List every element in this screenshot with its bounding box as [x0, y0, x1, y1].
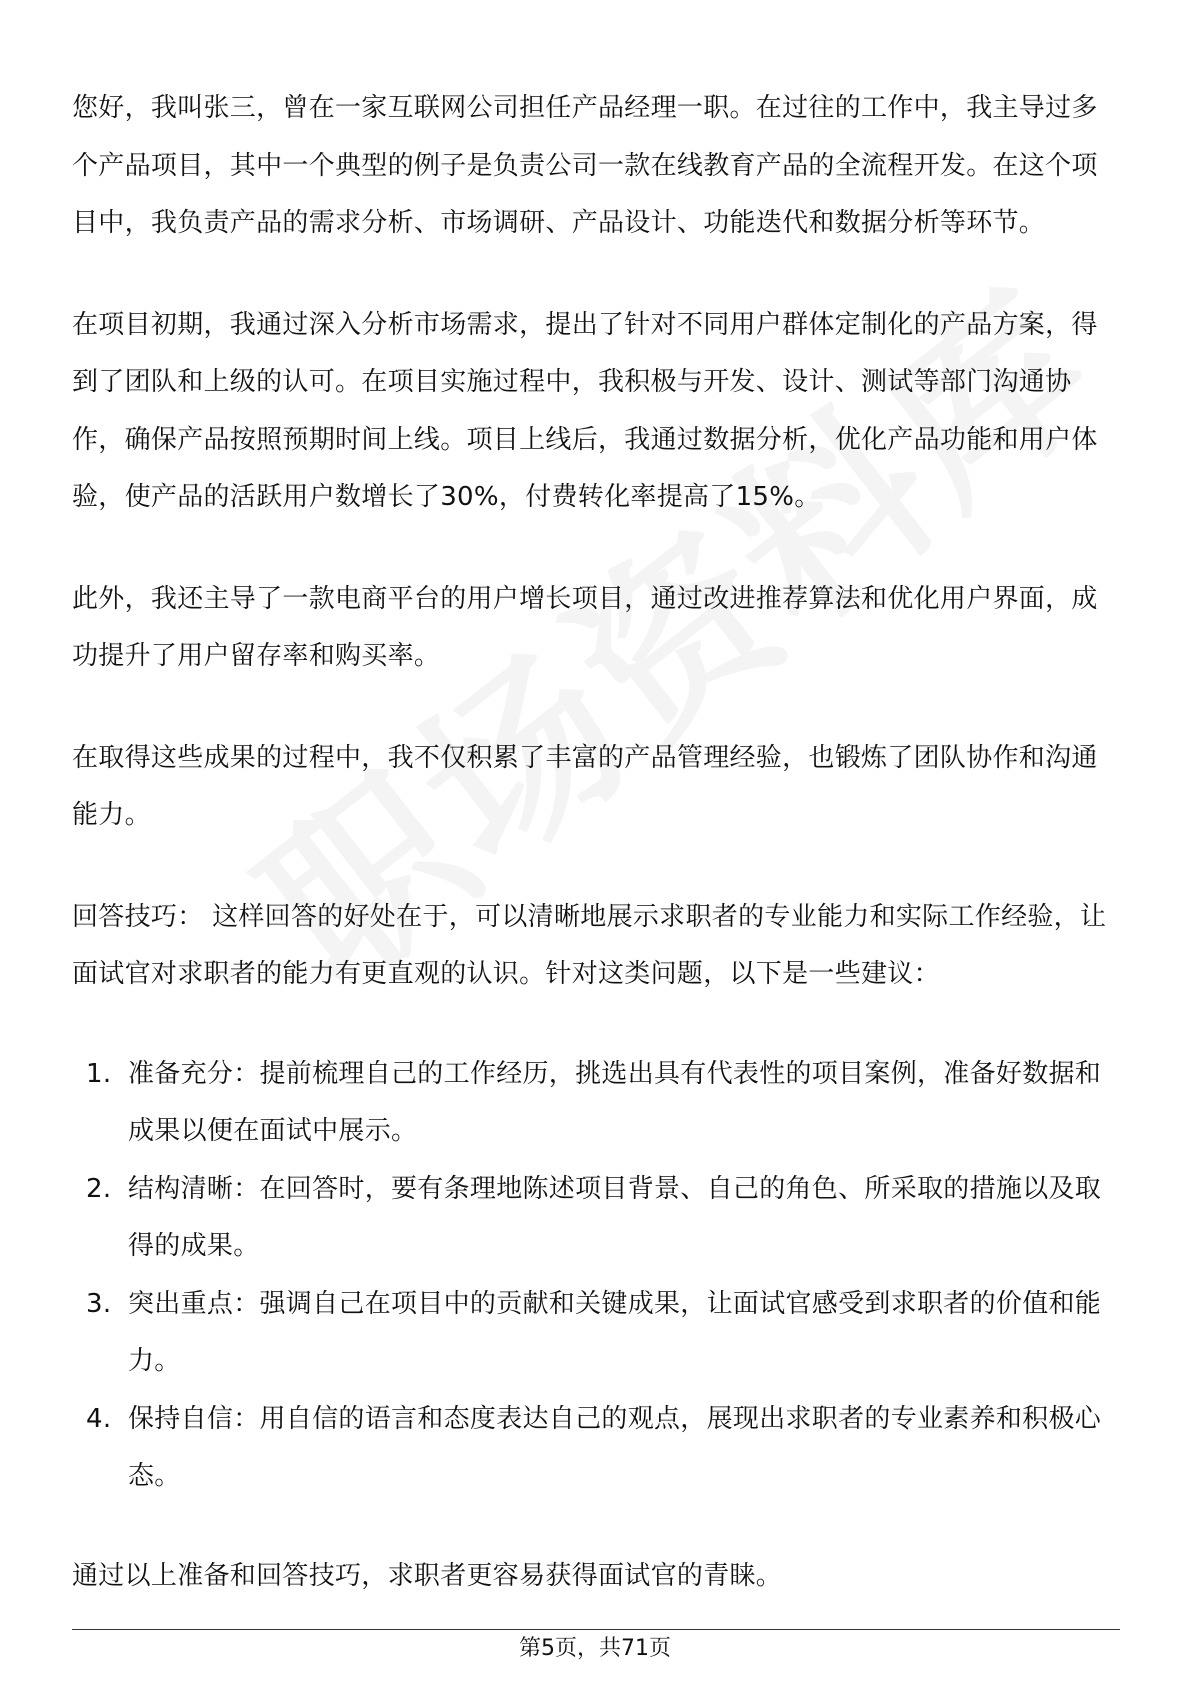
- tips-intro-paragraph: 回答技巧： 这样回答的好处在于，可以清晰地展示求职者的专业能力和实际工作经验，让面试官对求职者的能力有更直观的认识。针对这类问题，以下是一些建议：: [72, 901, 1107, 989]
- page-number: 第5页，共71页: [519, 1636, 671, 1661]
- list-item: [72, 1161, 1120, 1276]
- list-item-text: 保持自信：用自信的语言和态度表达自己的观点，展现出求职者的专业素养和积极心态。: [128, 1403, 1102, 1491]
- list-item-text: 结构清晰：在回答时，要有条理地陈述项目背景、自己的角色、所采取的措施以及取得的成果。: [128, 1173, 1102, 1261]
- list-item-number: 4.: [86, 1403, 112, 1434]
- list-item-text: 准备充分：提前梳理自己的工作经历，挑选出具有代表性的项目案例，准备好数据和成果以便在面试中展示。: [128, 1058, 1102, 1146]
- footer-divider: [72, 1629, 1120, 1630]
- project-paragraph: 在项目初期，我通过深入分析市场需求，提出了针对不同用户群体定制化的产品方案，得到了团队和上级的认可。在项目实施过程中，我积极与开发、设计、测试等部门沟通协作，确保产品按照预期时间上线。项目上线后，我通过数据分析，优化产品功能和用户体验，使产品的活跃用户数增长了30%，付费转化率提高了15%。: [72, 309, 1098, 512]
- list-item: [72, 1046, 1120, 1161]
- document-body: [72, 80, 1120, 1605]
- list-item: [72, 1391, 1120, 1506]
- summary-paragraph: 在取得这些成果的过程中，我不仅积累了丰富的产品管理经验，也锻炼了团队协作和沟通能力。: [72, 742, 1098, 830]
- list-item-text: 突出重点：强调自己在项目中的贡献和关键成果，让面试官感受到求职者的价值和能力。: [128, 1288, 1102, 1376]
- list-item-number: 3.: [86, 1288, 112, 1319]
- list-item: [72, 1276, 1120, 1391]
- closing-paragraph: 通过以上准备和回答技巧，求职者更容易获得面试官的青睐。: [72, 1560, 783, 1591]
- list-item-number: 2.: [86, 1173, 112, 1204]
- tips-list: [72, 1046, 1120, 1506]
- list-item-number: 1.: [86, 1058, 112, 1089]
- intro-paragraph: 您好，我叫张三，曾在一家互联网公司担任产品经理一职。在过往的工作中，我主导过多个产品项目，其中一个典型的例子是负责公司一款在线教育产品的全流程开发。在这个项目中，我负责产品的需求分析、市场调研、产品设计、功能迭代和数据分析等环节。: [72, 93, 1098, 238]
- additional-paragraph: 此外，我还主导了一款电商平台的用户增长项目，通过改进推荐算法和优化用户界面，成功提升了用户留存率和购买率。: [72, 583, 1098, 671]
